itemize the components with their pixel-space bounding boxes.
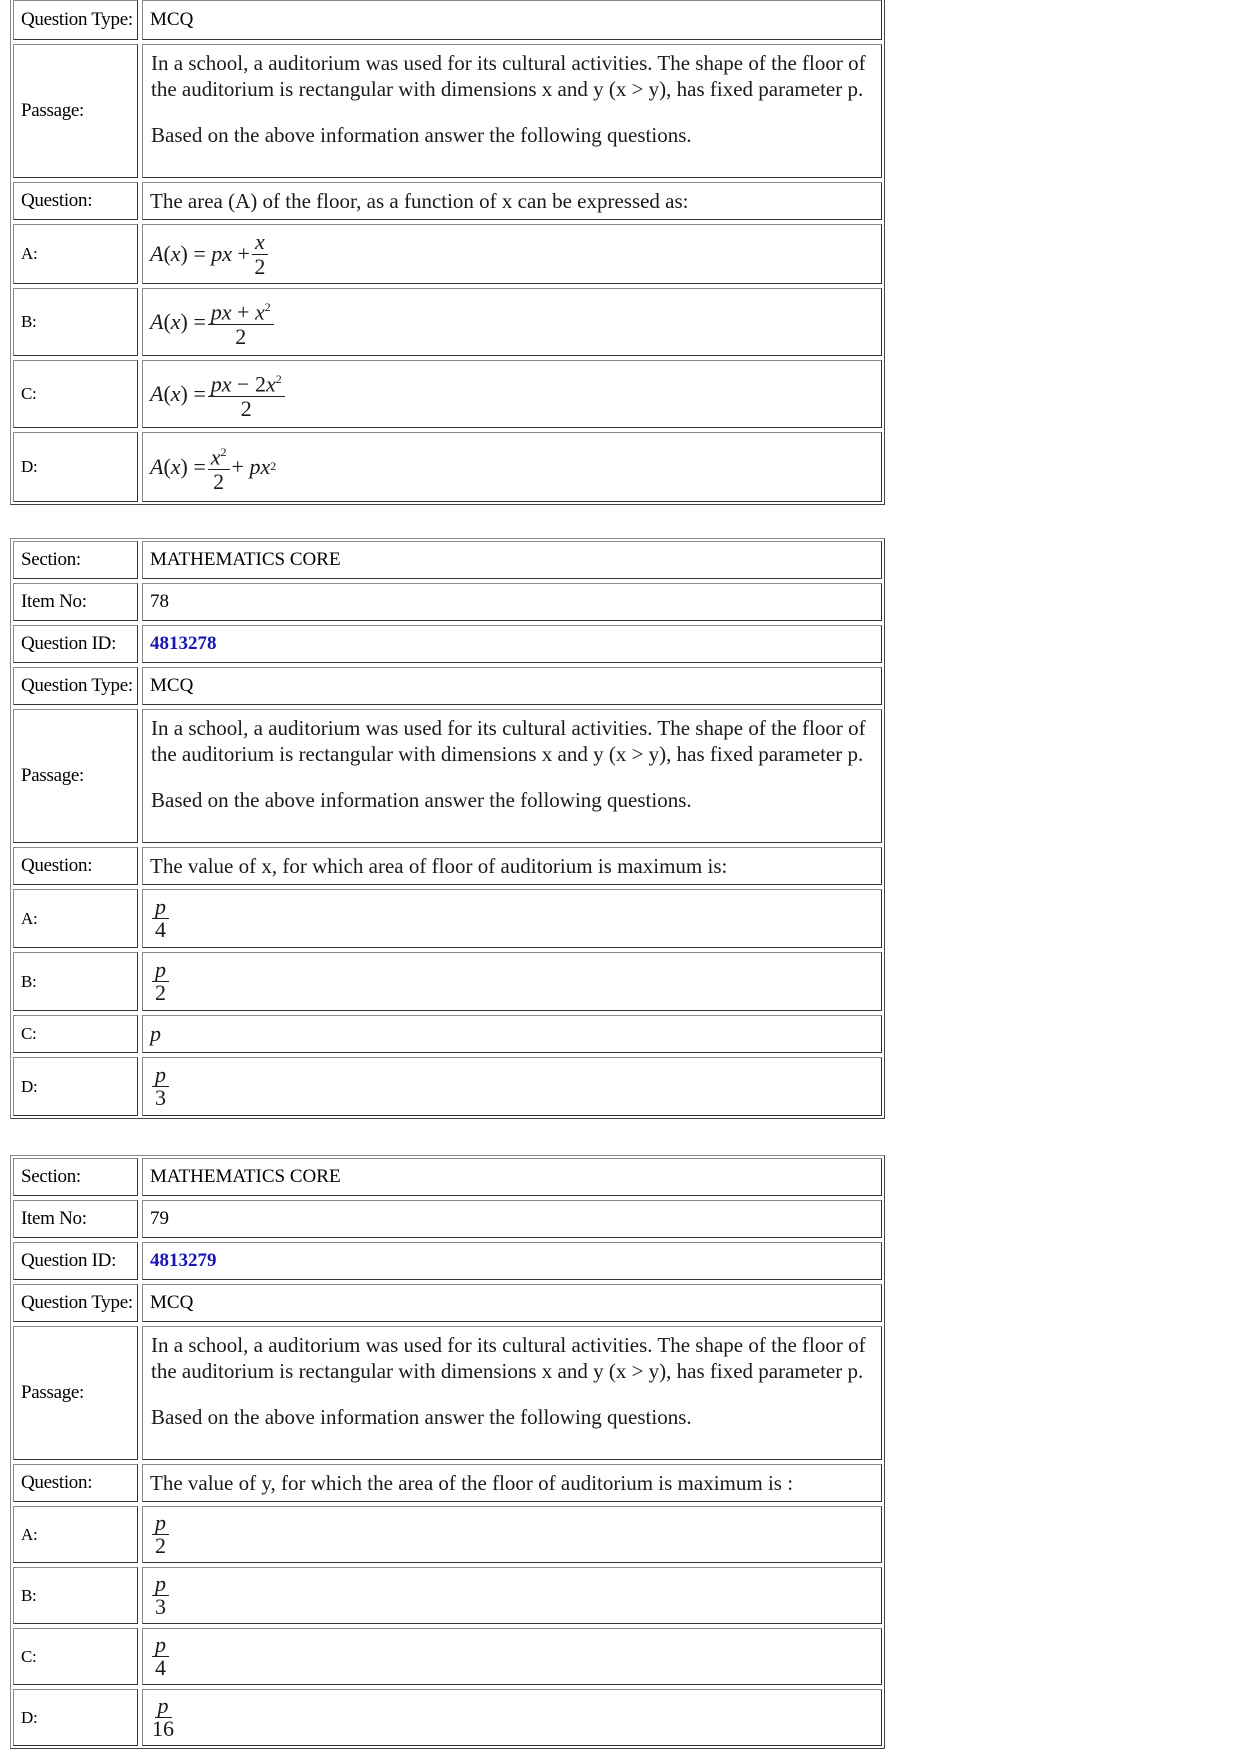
option-a-value [142, 889, 882, 948]
option-c-label: C: [13, 1015, 138, 1053]
row-question-id [13, 625, 882, 663]
row-option-c [13, 360, 882, 428]
passage-text [142, 1326, 882, 1460]
question-type-value: MCQ [142, 1284, 882, 1322]
question-type-value: MCQ [142, 0, 882, 40]
passage-label: Passage: [13, 1326, 138, 1460]
question-id-label: Question ID: [13, 1242, 138, 1280]
question-id-value: 4813278 [142, 625, 882, 663]
option-d-label: D: [13, 1057, 138, 1116]
option-a-label: A: [13, 1506, 138, 1563]
option-b-value [142, 952, 882, 1011]
row-item-no [13, 583, 882, 621]
passage-paragraph: In a school, a auditorium was used for its cultural activities. The shape of the floor of the auditorium is rectangular with dimensions x and y (x > y), has fixed parameter p. [151, 716, 866, 766]
option-d-label: D: [13, 1689, 138, 1746]
row-option-b [13, 952, 882, 1011]
option-d-label: D: [13, 432, 138, 502]
option-b-formula: A ( x ) = $\frac{px + x^2}{2}$ [150, 295, 276, 349]
row-option-d [13, 1689, 882, 1746]
row-passage [13, 709, 882, 843]
row-option-c [13, 1628, 882, 1685]
option-a-formula: A ( x ) = px + $\frac{x}{2}$ [150, 230, 270, 279]
option-b-value [142, 1567, 882, 1624]
question-label: Question: [13, 847, 138, 885]
row-question-type [13, 667, 882, 705]
question-type-label: Question Type: [13, 667, 138, 705]
row-section [13, 1158, 882, 1196]
option-d-formula: $\frac{p}{3}$ [150, 1064, 171, 1109]
section-value: MATHEMATICS CORE [142, 541, 882, 579]
item-no-label: Item No: [13, 1200, 138, 1238]
option-c-value [142, 360, 882, 428]
option-c-value [142, 1015, 882, 1053]
item-no-label: Item No: [13, 583, 138, 621]
question-type-label: Question Type: [13, 0, 138, 40]
option-d-formula: $\frac{p}{16}$ [152, 1693, 174, 1741]
row-option-c [13, 1015, 882, 1053]
passage-instruction: Based on the above information answer the following questions. [151, 1405, 692, 1429]
row-question [13, 1464, 882, 1502]
option-c-label: C: [13, 360, 138, 428]
row-question-type [13, 0, 882, 40]
passage-text [142, 709, 882, 843]
option-d-value [142, 1689, 882, 1746]
section-label: Section: [13, 1158, 138, 1196]
option-b-value [142, 288, 882, 356]
question-card-2 [10, 538, 885, 1119]
row-option-d [13, 1057, 882, 1116]
option-c-formula: p [150, 1021, 161, 1046]
passage-text [142, 44, 882, 178]
row-question-type [13, 1284, 882, 1322]
option-d-value [142, 1057, 882, 1116]
option-a-formula: $\frac{p}{4}$ [150, 896, 171, 941]
option-c-formula: A ( x ) = $\frac{px - 2x^2}{2}$ [150, 367, 287, 421]
row-question [13, 182, 882, 220]
option-b-label: B: [13, 288, 138, 356]
option-c-formula: $\frac{p}{4}$ [150, 1634, 171, 1679]
row-option-d [13, 432, 882, 502]
row-item-no [13, 1200, 882, 1238]
passage-paragraph: In a school, a auditorium was used for its cultural activities. The shape of the floor of the auditorium is rectangular with dimensions x and y (x > y), has fixed parameter p. [151, 51, 866, 101]
row-question [13, 847, 882, 885]
row-option-a [13, 224, 882, 284]
passage-instruction: Based on the above information answer the following questions. [151, 788, 692, 812]
option-b-formula: $\frac{p}{3}$ [150, 1573, 171, 1618]
option-c-value [142, 1628, 882, 1685]
item-no-value: 78 [142, 583, 882, 621]
question-type-value: MCQ [142, 667, 882, 705]
option-b-label: B: [13, 952, 138, 1011]
option-a-label: A: [13, 889, 138, 948]
question-id-value: 4813279 [142, 1242, 882, 1280]
option-d-formula: A ( x ) = $\frac{x^2}{2}$ + px 2 [150, 440, 276, 494]
option-d-value [142, 432, 882, 502]
row-passage [13, 1326, 882, 1460]
option-c-label: C: [13, 1628, 138, 1685]
option-a-value [142, 224, 882, 284]
row-section [13, 541, 882, 579]
option-a-formula: $\frac{p}{2}$ [150, 1512, 171, 1557]
question-text: The value of x, for which area of floor of auditorium is maximum is: [142, 847, 882, 885]
question-text: The value of y, for which the area of the floor of auditorium is maximum is : [142, 1464, 882, 1502]
question-card-3 [10, 1155, 885, 1749]
row-question-id [13, 1242, 882, 1280]
question-label: Question: [13, 1464, 138, 1502]
row-option-b [13, 288, 882, 356]
section-label: Section: [13, 541, 138, 579]
passage-instruction: Based on the above information answer the following questions. [151, 123, 692, 147]
option-a-label: A: [13, 224, 138, 284]
row-option-b [13, 1567, 882, 1624]
row-option-a [13, 1506, 882, 1563]
question-label: Question: [13, 182, 138, 220]
passage-paragraph: In a school, a auditorium was used for its cultural activities. The shape of the floor of the auditorium is rectangular with dimensions x and y (x > y), has fixed parameter p. [151, 1333, 866, 1383]
section-value: MATHEMATICS CORE [142, 1158, 882, 1196]
question-text: The area (A) of the floor, as a function of x can be expressed as: [142, 182, 882, 220]
question-type-label: Question Type: [13, 1284, 138, 1322]
question-card-1 [10, 0, 885, 505]
option-a-value [142, 1506, 882, 1563]
passage-label: Passage: [13, 44, 138, 178]
option-b-label: B: [13, 1567, 138, 1624]
question-id-label: Question ID: [13, 625, 138, 663]
row-option-a [13, 889, 882, 948]
passage-label: Passage: [13, 709, 138, 843]
item-no-value: 79 [142, 1200, 882, 1238]
row-passage [13, 44, 882, 178]
option-b-formula: $\frac{p}{2}$ [150, 959, 171, 1004]
